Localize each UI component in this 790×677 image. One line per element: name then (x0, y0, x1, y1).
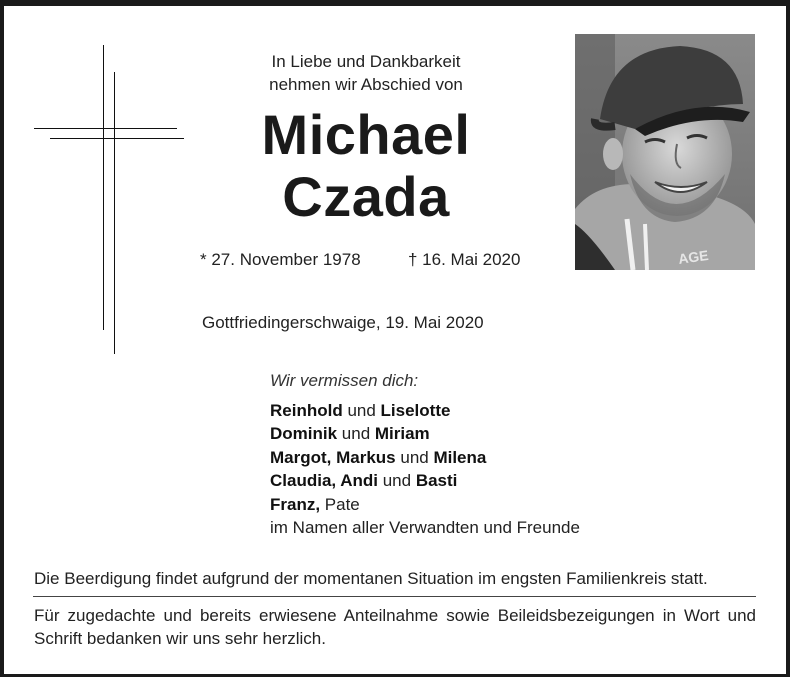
mourner-connector: und (337, 424, 375, 444)
mourners-list (270, 399, 580, 539)
mourner-name: Miriam (374, 424, 430, 444)
place-and-date: Gottfriedingerschwaige, 19. Mai 2020 (202, 313, 484, 332)
mourner-row (270, 446, 580, 469)
mourner-name: Margot, Markus (270, 447, 396, 467)
thanks-note: Für zugedachte und bereits erwiesene Anteilnahme sowie Beileidsbezeigungen in Wort und Schrift bedanken wir uns sehr herzlich. (34, 606, 756, 648)
mourner-connector: im Namen aller Verwandten und Freunde (270, 518, 580, 538)
cross-icon (0, 0, 200, 360)
mourner-row (270, 399, 580, 422)
mourners-heading: Wir vermissen dich: (270, 371, 419, 390)
mourner-name: Franz, (270, 494, 321, 514)
deceased-name (200, 104, 532, 228)
death-date: † 16. Mai 2020 (408, 250, 521, 269)
intro-line-2: nehmen wir Abschied von (269, 75, 463, 94)
birth-date: * 27. November 1978 (200, 250, 361, 269)
intro-text (200, 50, 532, 96)
mourner-row (270, 516, 580, 539)
shirt-print-text: AGE (677, 246, 710, 267)
mourner-connector: und (378, 471, 416, 491)
portrait-photo (575, 34, 755, 270)
mourner-row (270, 469, 580, 492)
mourner-name: Milena (433, 447, 487, 467)
mourner-row (270, 493, 580, 516)
mourner-row (270, 422, 580, 445)
funeral-note: Die Beerdigung findet aufgrund der momentanen Situation im engsten Familienkreis statt. (34, 569, 708, 588)
mourner-connector: und (342, 401, 381, 420)
mourner-name: Basti (415, 471, 458, 491)
mourner-name: Dominik (270, 424, 338, 444)
mourner-name: Liselotte (380, 401, 451, 420)
first-name: Michael (261, 103, 471, 166)
life-dates (200, 250, 540, 270)
last-name: Czada (282, 165, 450, 228)
mourner-connector: und (395, 447, 434, 467)
mourner-name: Reinhold (270, 401, 343, 420)
intro-line-1: In Liebe und Dankbarkeit (271, 52, 461, 71)
divider (33, 596, 756, 597)
mourner-name: Claudia, Andi (270, 471, 378, 491)
mourner-connector: Pate (320, 494, 360, 514)
